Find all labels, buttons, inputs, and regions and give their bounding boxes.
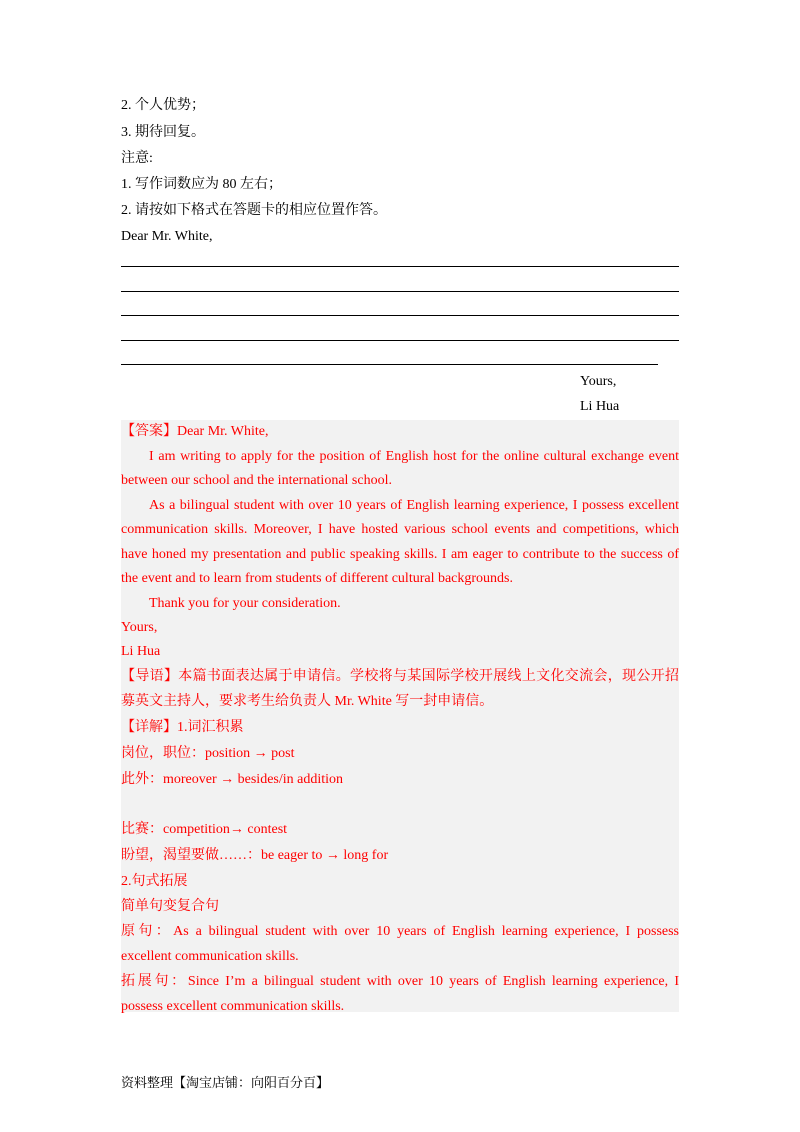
vocab-item-1: 岗位，职位：position → post [121,746,295,761]
answer-paragraph-2-line-2: communication skills. Moreover, I have hosted various school events and competitions, which [121,522,679,537]
answer-blank-line [121,340,679,341]
extended-sentence-line-2: possess excellent communication skills. [121,999,345,1014]
answer-blank-line [121,291,679,292]
answer-blank-line [121,266,679,267]
answer-paragraph-2-line-1: As a bilingual student with over 10 years of English learning experience, I possess excellent [149,498,679,513]
answer-paragraph-2-line-3: have honed my presentation and public speaking skills. I am eager to contribute to the success of [121,547,679,562]
instruction-item-3: 3. 期待回复。 [121,125,205,140]
letter-salutation: Dear Mr. White, [121,229,213,244]
vocab-item-2: 此外：moreover → besides/in addition [121,772,344,787]
answer-thanks: Thank you for your consideration. [149,596,341,611]
detail-heading: 【详解】1.词汇积累 [121,720,244,735]
answer-label: 【答案】Dear Mr. White, [121,424,269,439]
note-title: 注意: [121,151,153,166]
sentence-subheading: 简单句变复合句 [121,899,219,914]
page-footer: 资料整理【淘宝店铺：向阳百分百】 [121,1076,330,1091]
answer-paragraph-1-line-1: I am writing to apply for the position of English host for the online cultural exchange event [149,449,679,464]
answer-paragraph-1-line-2: between our school and the international school. [121,473,392,488]
guide-line-1: 【导语】本篇书面表达属于申请信。学校将与某国际学校开展线上文化交流会，现公开招 [121,669,679,684]
answer-blank-line [121,315,679,316]
extended-sentence-line-1: 拓展句：Since I’m a bilingual student with over 10 years of English learning experience, I [121,974,679,989]
answer-closing: Yours, [121,620,158,635]
vocab-item-4: 盼望，渴望要做……：be eager to → long for [121,848,389,863]
original-sentence-line-2: excellent communication skills. [121,949,299,964]
note-item-1: 1. 写作词数应为 80 左右； [121,177,282,192]
answer-paragraph-2-line-4: the event and to learn from students of different cultural backgrounds. [121,571,514,586]
guide-line-2: 募英文主持人，要求考生给负责人 Mr. White 写一封申请信。 [121,694,494,709]
instruction-item-2: 2. 个人优势； [121,98,205,113]
original-sentence-line-1: 原句：As a bilingual student with over 10 years of English learning experience, I possess [121,924,679,939]
vocab-item-3: 比赛：competition→ contest [121,822,288,837]
note-item-2: 2. 请按如下格式在答题卡的相应位置作答。 [121,203,387,218]
answer-signature: Li Hua [121,644,161,659]
letter-closing: Yours, [580,374,617,389]
answer-blank-line [121,364,658,365]
letter-signature: Li Hua [580,399,620,414]
sentence-heading: 2.句式拓展 [121,874,188,889]
